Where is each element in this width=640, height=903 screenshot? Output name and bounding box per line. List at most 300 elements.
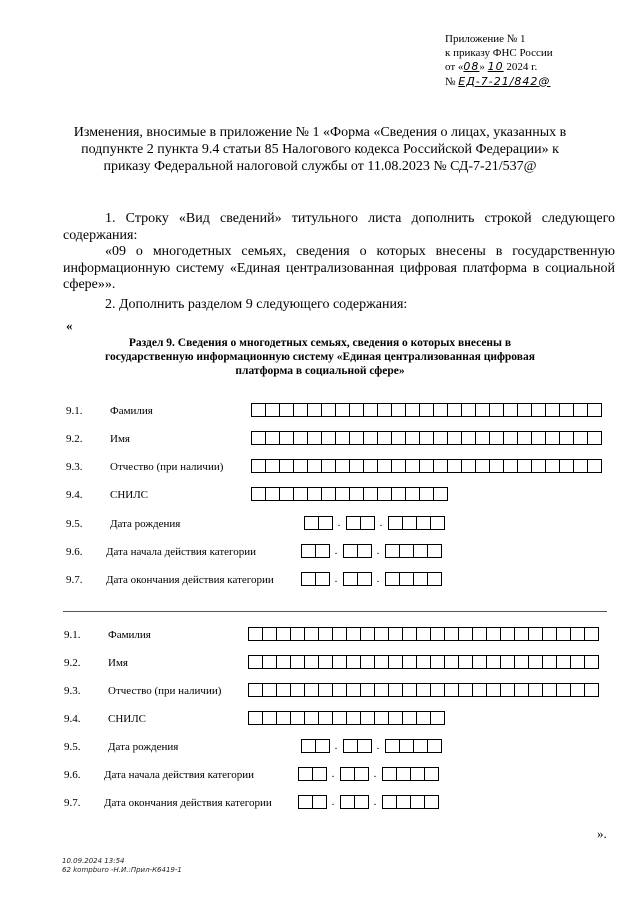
- month-cells[interactable]: [343, 544, 371, 558]
- field-row-category-end: 9.7. Дата окончания действия категории . .: [66, 572, 626, 589]
- char-cell[interactable]: [318, 655, 333, 669]
- char-cell[interactable]: [343, 572, 358, 586]
- char-cell[interactable]: [332, 711, 347, 725]
- char-cell[interactable]: [315, 572, 330, 586]
- char-cell[interactable]: [433, 459, 448, 473]
- char-cell[interactable]: [405, 431, 420, 445]
- char-cell[interactable]: [427, 739, 442, 753]
- char-cell[interactable]: [349, 487, 364, 501]
- char-cell[interactable]: [374, 655, 389, 669]
- char-cell[interactable]: [349, 403, 364, 417]
- char-cell[interactable]: [335, 431, 350, 445]
- char-cell[interactable]: [321, 459, 336, 473]
- char-cell[interactable]: [335, 459, 350, 473]
- char-cell[interactable]: [489, 403, 504, 417]
- field-row-category-start: 9.6. Дата начала действия категории . .: [64, 767, 624, 784]
- date-separator: .: [334, 740, 338, 752]
- char-cell[interactable]: [298, 767, 313, 781]
- year-cells[interactable]: [385, 572, 441, 586]
- char-cell[interactable]: [444, 683, 459, 697]
- char-cell[interactable]: [265, 459, 280, 473]
- patronymic-cells[interactable]: [251, 459, 601, 473]
- char-cell[interactable]: [251, 459, 266, 473]
- char-cell[interactable]: [410, 767, 425, 781]
- char-cell[interactable]: [486, 627, 501, 641]
- char-cell[interactable]: [570, 655, 585, 669]
- char-cell[interactable]: [290, 655, 305, 669]
- paragraph-3: 2. Дополнить разделом 9 следующего содержания:: [105, 297, 408, 312]
- char-cell[interactable]: [377, 403, 392, 417]
- char-cell[interactable]: [405, 487, 420, 501]
- char-cell[interactable]: [472, 627, 487, 641]
- char-cell[interactable]: [444, 655, 459, 669]
- name-cells[interactable]: [248, 655, 598, 669]
- char-cell[interactable]: [346, 655, 361, 669]
- char-cell[interactable]: [399, 544, 414, 558]
- char-cell[interactable]: [517, 403, 532, 417]
- char-cell[interactable]: [377, 431, 392, 445]
- char-cell[interactable]: [332, 655, 347, 669]
- char-cell[interactable]: [416, 627, 431, 641]
- month-cells[interactable]: [343, 739, 371, 753]
- month-cells[interactable]: [343, 572, 371, 586]
- month-cells[interactable]: [340, 767, 368, 781]
- char-cell[interactable]: [556, 683, 571, 697]
- month-cells[interactable]: [340, 795, 368, 809]
- char-cell[interactable]: [545, 403, 560, 417]
- field-row-category-start: 9.6. Дата начала действия категории . .: [66, 544, 626, 561]
- char-cell[interactable]: [416, 655, 431, 669]
- char-cell[interactable]: [570, 627, 585, 641]
- char-cell[interactable]: [556, 627, 571, 641]
- char-cell[interactable]: [430, 516, 445, 530]
- char-cell[interactable]: [427, 544, 442, 558]
- char-cell[interactable]: [346, 516, 361, 530]
- char-cell[interactable]: [587, 431, 602, 445]
- char-cell[interactable]: [360, 516, 375, 530]
- surname-cells[interactable]: [251, 403, 601, 417]
- snils-cells[interactable]: [248, 711, 444, 725]
- char-cell[interactable]: [301, 572, 316, 586]
- char-cell[interactable]: [374, 627, 389, 641]
- char-cell[interactable]: [500, 627, 515, 641]
- category-start-date[interactable]: [298, 767, 438, 781]
- annex-number: № ЕД-7-21/842@: [445, 74, 551, 88]
- char-cell[interactable]: [377, 459, 392, 473]
- char-cell[interactable]: [391, 459, 406, 473]
- char-cell[interactable]: [458, 683, 473, 697]
- char-cell[interactable]: [290, 627, 305, 641]
- annex-number-value: ЕД-7-21/842@: [458, 74, 551, 88]
- char-cell[interactable]: [531, 459, 546, 473]
- char-cell[interactable]: [531, 403, 546, 417]
- char-cell[interactable]: [248, 683, 263, 697]
- char-cell[interactable]: [388, 683, 403, 697]
- char-cell[interactable]: [559, 459, 574, 473]
- char-cell[interactable]: [475, 431, 490, 445]
- char-cell[interactable]: [430, 711, 445, 725]
- char-cell[interactable]: [570, 683, 585, 697]
- char-cell[interactable]: [461, 459, 476, 473]
- char-cell[interactable]: [528, 627, 543, 641]
- document-title: Изменения, вносимые в приложение № 1 «Форма «Сведения о лицах, указанных в подпункте 2 пункта 9.4 статьи 85 Налогового кодекса Российской Федерации» к приказу Федеральной налоговой службы от 11.08.2023 № СД-7-21/537@: [73, 125, 567, 174]
- char-cell[interactable]: [360, 627, 375, 641]
- char-cell[interactable]: [461, 431, 476, 445]
- footer-timestamp: 10.09.2024 13:54: [62, 857, 125, 865]
- footer-file-ref: 62 kompburo -Н.И.:Прил-К6419-1: [62, 866, 182, 874]
- category-end-date[interactable]: [298, 795, 438, 809]
- char-cell[interactable]: [279, 403, 294, 417]
- char-cell[interactable]: [251, 487, 266, 501]
- char-cell[interactable]: [382, 767, 397, 781]
- char-cell[interactable]: [335, 487, 350, 501]
- char-cell[interactable]: [472, 683, 487, 697]
- char-cell[interactable]: [276, 683, 291, 697]
- char-cell[interactable]: [318, 516, 333, 530]
- char-cell[interactable]: [360, 711, 375, 725]
- char-cell[interactable]: [545, 431, 560, 445]
- field-row-snils: 9.4. СНИЛС: [66, 487, 626, 504]
- char-cell[interactable]: [312, 767, 327, 781]
- char-cell[interactable]: [447, 403, 462, 417]
- char-cell[interactable]: [419, 459, 434, 473]
- char-cell[interactable]: [388, 627, 403, 641]
- char-cell[interactable]: [265, 403, 280, 417]
- year-cells[interactable]: [382, 795, 438, 809]
- char-cell[interactable]: [573, 403, 588, 417]
- surname-cells[interactable]: [248, 627, 598, 641]
- char-cell[interactable]: [430, 655, 445, 669]
- char-cell[interactable]: [413, 739, 428, 753]
- char-cell[interactable]: [433, 487, 448, 501]
- day-cells[interactable]: [298, 795, 326, 809]
- month-cells[interactable]: [346, 516, 374, 530]
- snils-cells[interactable]: [251, 487, 447, 501]
- char-cell[interactable]: [332, 683, 347, 697]
- char-cell[interactable]: [388, 655, 403, 669]
- char-cell[interactable]: [321, 487, 336, 501]
- field-row-name: 9.2. Имя: [66, 431, 626, 448]
- char-cell[interactable]: [374, 711, 389, 725]
- char-cell[interactable]: [419, 431, 434, 445]
- char-cell[interactable]: [424, 795, 439, 809]
- annex-line2: к приказу ФНС России: [445, 46, 553, 59]
- day-cells[interactable]: [301, 739, 329, 753]
- char-cell[interactable]: [357, 572, 372, 586]
- name-cells[interactable]: [251, 431, 601, 445]
- char-cell[interactable]: [363, 487, 378, 501]
- char-cell[interactable]: [307, 431, 322, 445]
- char-cell[interactable]: [298, 795, 313, 809]
- field-row-name: 9.2. Имя: [64, 655, 624, 672]
- char-cell[interactable]: [500, 683, 515, 697]
- char-cell[interactable]: [279, 487, 294, 501]
- char-cell[interactable]: [340, 795, 355, 809]
- char-cell[interactable]: [301, 739, 316, 753]
- field-row-patronymic: 9.3. Отчество (при наличии): [64, 683, 624, 700]
- char-cell[interactable]: [304, 711, 319, 725]
- char-cell[interactable]: [416, 711, 431, 725]
- char-cell[interactable]: [262, 711, 277, 725]
- date-separator: .: [373, 796, 377, 808]
- char-cell[interactable]: [346, 627, 361, 641]
- field-row-snils: 9.4. СНИЛС: [64, 711, 624, 728]
- char-cell[interactable]: [262, 683, 277, 697]
- char-cell[interactable]: [528, 683, 543, 697]
- day-cells[interactable]: [301, 572, 329, 586]
- paragraph-2: «09 о многодетных семьях, сведения о которых внесены в государственную информационную систему «Единая централизованная цифровая платформа в социальной сфере»».: [63, 244, 615, 292]
- char-cell[interactable]: [388, 711, 403, 725]
- char-cell[interactable]: [444, 627, 459, 641]
- birthdate-date[interactable]: [301, 739, 441, 753]
- char-cell[interactable]: [559, 403, 574, 417]
- annex-date: от «08» 10 2024 г.: [445, 60, 538, 73]
- date-separator: .: [337, 517, 341, 529]
- char-cell[interactable]: [584, 627, 599, 641]
- char-cell[interactable]: [363, 431, 378, 445]
- field-row-patronymic: 9.3. Отчество (при наличии): [66, 459, 626, 476]
- char-cell[interactable]: [363, 403, 378, 417]
- char-cell[interactable]: [321, 431, 336, 445]
- char-cell[interactable]: [399, 739, 414, 753]
- day-cells[interactable]: [304, 516, 332, 530]
- patronymic-cells[interactable]: [248, 683, 598, 697]
- char-cell[interactable]: [391, 487, 406, 501]
- day-cells[interactable]: [298, 767, 326, 781]
- char-cell[interactable]: [248, 655, 263, 669]
- annex-line1: Приложение № 1: [445, 33, 526, 45]
- year-cells[interactable]: [385, 544, 441, 558]
- char-cell[interactable]: [402, 711, 417, 725]
- char-cell[interactable]: [293, 459, 308, 473]
- char-cell[interactable]: [318, 711, 333, 725]
- char-cell[interactable]: [357, 544, 372, 558]
- char-cell[interactable]: [276, 655, 291, 669]
- char-cell[interactable]: [307, 459, 322, 473]
- char-cell[interactable]: [301, 544, 316, 558]
- char-cell[interactable]: [514, 683, 529, 697]
- char-cell[interactable]: [357, 739, 372, 753]
- char-cell[interactable]: [307, 487, 322, 501]
- char-cell[interactable]: [304, 516, 319, 530]
- char-cell[interactable]: [430, 627, 445, 641]
- char-cell[interactable]: [447, 431, 462, 445]
- char-cell[interactable]: [475, 403, 490, 417]
- char-cell[interactable]: [584, 655, 599, 669]
- char-cell[interactable]: [332, 627, 347, 641]
- char-cell[interactable]: [559, 431, 574, 445]
- date-separator: .: [376, 573, 380, 585]
- char-cell[interactable]: [262, 655, 277, 669]
- char-cell[interactable]: [396, 795, 411, 809]
- char-cell[interactable]: [307, 403, 322, 417]
- char-cell[interactable]: [503, 459, 518, 473]
- char-cell[interactable]: [335, 403, 350, 417]
- char-cell[interactable]: [304, 655, 319, 669]
- char-cell[interactable]: [531, 431, 546, 445]
- section-title: Раздел 9. Сведения о многодетных семьях, сведения о которых внесены в государственную информационную систему «Единая централизованная цифровая платформа в социальной сфере»: [105, 337, 535, 377]
- date-separator: .: [379, 517, 383, 529]
- char-cell[interactable]: [251, 403, 266, 417]
- quote-close: ».: [597, 826, 607, 841]
- char-cell[interactable]: [248, 711, 263, 725]
- char-cell[interactable]: [318, 683, 333, 697]
- paragraph-1: 1. Строку «Вид сведений» титульного листа дополнить строкой следующего содержания:: [63, 211, 615, 243]
- char-cell[interactable]: [542, 683, 557, 697]
- char-cell[interactable]: [545, 459, 560, 473]
- char-cell[interactable]: [248, 627, 263, 641]
- char-cell[interactable]: [346, 711, 361, 725]
- char-cell[interactable]: [290, 711, 305, 725]
- char-cell[interactable]: [410, 795, 425, 809]
- char-cell[interactable]: [304, 627, 319, 641]
- char-cell[interactable]: [315, 739, 330, 753]
- char-cell[interactable]: [360, 683, 375, 697]
- char-cell[interactable]: [503, 403, 518, 417]
- date-separator: .: [334, 545, 338, 557]
- annex-date-day: 08: [463, 60, 480, 73]
- char-cell[interactable]: [587, 459, 602, 473]
- char-cell[interactable]: [424, 767, 439, 781]
- char-cell[interactable]: [458, 627, 473, 641]
- char-cell[interactable]: [402, 655, 417, 669]
- char-cell[interactable]: [419, 403, 434, 417]
- char-cell[interactable]: [265, 487, 280, 501]
- date-separator: .: [376, 545, 380, 557]
- char-cell[interactable]: [514, 655, 529, 669]
- annex-header: [445, 33, 553, 89]
- char-cell[interactable]: [413, 572, 428, 586]
- category-end-date[interactable]: [301, 572, 441, 586]
- char-cell[interactable]: [391, 403, 406, 417]
- char-cell[interactable]: [542, 627, 557, 641]
- field-row-category-end: 9.7. Дата окончания действия категории . .: [64, 795, 624, 812]
- day-cells[interactable]: [301, 544, 329, 558]
- char-cell[interactable]: [262, 627, 277, 641]
- char-cell[interactable]: [587, 403, 602, 417]
- char-cell[interactable]: [315, 544, 330, 558]
- char-cell[interactable]: [514, 627, 529, 641]
- char-cell[interactable]: [500, 655, 515, 669]
- char-cell[interactable]: [385, 544, 400, 558]
- char-cell[interactable]: [293, 487, 308, 501]
- char-cell[interactable]: [542, 655, 557, 669]
- char-cell[interactable]: [433, 403, 448, 417]
- char-cell[interactable]: [349, 431, 364, 445]
- field-row-birthdate: 9.5. Дата рождения . .: [66, 516, 626, 533]
- char-cell[interactable]: [489, 459, 504, 473]
- category-start-date[interactable]: [301, 544, 441, 558]
- field-row-surname: 9.1. Фамилия: [64, 627, 624, 644]
- char-cell[interactable]: [475, 459, 490, 473]
- char-cell[interactable]: [279, 459, 294, 473]
- char-cell[interactable]: [517, 459, 532, 473]
- char-cell[interactable]: [573, 431, 588, 445]
- char-cell[interactable]: [419, 487, 434, 501]
- char-cell[interactable]: [486, 655, 501, 669]
- birthdate-date[interactable]: [304, 516, 444, 530]
- year-cells[interactable]: [385, 739, 441, 753]
- char-cell[interactable]: [402, 516, 417, 530]
- char-cell[interactable]: [343, 739, 358, 753]
- char-cell[interactable]: [427, 572, 442, 586]
- char-cell[interactable]: [304, 683, 319, 697]
- char-cell[interactable]: [363, 459, 378, 473]
- char-cell[interactable]: [472, 655, 487, 669]
- char-cell[interactable]: [354, 795, 369, 809]
- char-cell[interactable]: [430, 683, 445, 697]
- char-cell[interactable]: [321, 403, 336, 417]
- char-cell[interactable]: [265, 431, 280, 445]
- char-cell[interactable]: [349, 459, 364, 473]
- field-row-birthdate: 9.5. Дата рождения . .: [64, 739, 624, 756]
- char-cell[interactable]: [573, 459, 588, 473]
- char-cell[interactable]: [391, 431, 406, 445]
- char-cell[interactable]: [416, 683, 431, 697]
- char-cell[interactable]: [486, 683, 501, 697]
- char-cell[interactable]: [396, 767, 411, 781]
- char-cell[interactable]: [433, 431, 448, 445]
- char-cell[interactable]: [382, 795, 397, 809]
- char-cell[interactable]: [447, 459, 462, 473]
- date-separator: .: [331, 796, 335, 808]
- char-cell[interactable]: [416, 516, 431, 530]
- block-divider: [63, 611, 607, 612]
- char-cell[interactable]: [251, 431, 266, 445]
- char-cell[interactable]: [528, 655, 543, 669]
- char-cell[interactable]: [340, 767, 355, 781]
- quote-open: «: [66, 318, 73, 333]
- print-footer: [62, 857, 182, 875]
- char-cell[interactable]: [354, 767, 369, 781]
- char-cell[interactable]: [489, 431, 504, 445]
- year-cells[interactable]: [382, 767, 438, 781]
- date-separator: .: [373, 768, 377, 780]
- char-cell[interactable]: [276, 711, 291, 725]
- char-cell[interactable]: [405, 459, 420, 473]
- char-cell[interactable]: [318, 627, 333, 641]
- char-cell[interactable]: [458, 655, 473, 669]
- char-cell[interactable]: [503, 431, 518, 445]
- char-cell[interactable]: [360, 655, 375, 669]
- char-cell[interactable]: [343, 544, 358, 558]
- char-cell[interactable]: [405, 403, 420, 417]
- char-cell[interactable]: [399, 572, 414, 586]
- char-cell[interactable]: [312, 795, 327, 809]
- char-cell[interactable]: [556, 655, 571, 669]
- char-cell[interactable]: [377, 487, 392, 501]
- char-cell[interactable]: [461, 403, 476, 417]
- char-cell[interactable]: [279, 431, 294, 445]
- char-cell[interactable]: [584, 683, 599, 697]
- char-cell[interactable]: [293, 403, 308, 417]
- year-cells[interactable]: [388, 516, 444, 530]
- char-cell[interactable]: [385, 739, 400, 753]
- char-cell[interactable]: [293, 431, 308, 445]
- char-cell[interactable]: [374, 683, 389, 697]
- char-cell[interactable]: [346, 683, 361, 697]
- date-separator: .: [331, 768, 335, 780]
- char-cell[interactable]: [290, 683, 305, 697]
- char-cell[interactable]: [388, 516, 403, 530]
- char-cell[interactable]: [517, 431, 532, 445]
- date-separator: .: [376, 740, 380, 752]
- char-cell[interactable]: [413, 544, 428, 558]
- char-cell[interactable]: [402, 627, 417, 641]
- char-cell[interactable]: [276, 627, 291, 641]
- char-cell[interactable]: [385, 572, 400, 586]
- char-cell[interactable]: [402, 683, 417, 697]
